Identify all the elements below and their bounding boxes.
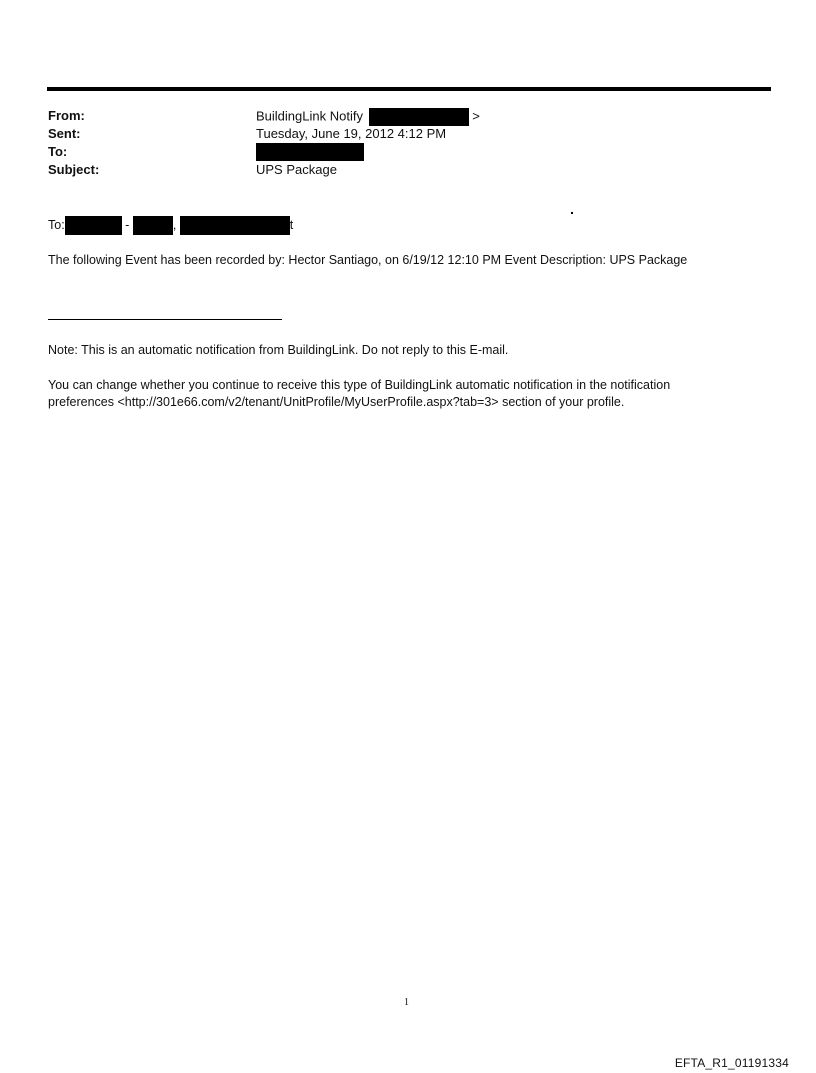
event-description: The following Event has been recorded by: Hector Santiago, on 6/19/12 12:10 PM Event Description: UPS Package <box>48 253 688 267</box>
subject-value: UPS Package <box>256 162 337 177</box>
redaction-box <box>256 143 364 161</box>
to-label: To: <box>48 144 68 159</box>
sent-label: Sent: <box>48 126 81 141</box>
auto-notice: Note: This is an automatic notification from BuildingLink. Do not reply to this E-mail. <box>48 343 509 357</box>
from-label: From: <box>48 108 85 123</box>
preferences-line-1: You can change whether you continue to receive this type of BuildingLink automatic notification in the notification <box>48 378 671 392</box>
stray-mark <box>571 212 573 214</box>
redaction-box <box>133 216 173 235</box>
page-number: 1 <box>404 997 409 1008</box>
subject-label: Subject: <box>48 162 100 177</box>
recipient-suffix: t <box>289 217 294 232</box>
recipient-prefix: To: <box>48 217 65 232</box>
sender-suffix: > <box>472 108 480 124</box>
redaction-box <box>65 216 122 235</box>
redaction-box <box>180 216 290 235</box>
recipient-comma: , <box>172 217 177 232</box>
preferences-line-2: preferences <http://301e66.com/v2/tenant/UnitProfile/MyUserProfile.aspx?tab=3> section of your profile. <box>48 395 625 409</box>
sender-name: BuildingLink Notify <box>256 108 363 124</box>
from-value <box>256 108 480 126</box>
sent-value: Tuesday, June 19, 2012 4:12 PM <box>256 126 447 141</box>
recipient-line <box>48 216 748 235</box>
redaction-box <box>369 108 469 126</box>
signature-divider <box>48 319 282 320</box>
recipient-dash: - <box>125 217 130 232</box>
to-value <box>256 143 364 161</box>
bates-number: EFTA_R1_01191334 <box>674 1056 789 1070</box>
header-divider <box>47 87 771 91</box>
